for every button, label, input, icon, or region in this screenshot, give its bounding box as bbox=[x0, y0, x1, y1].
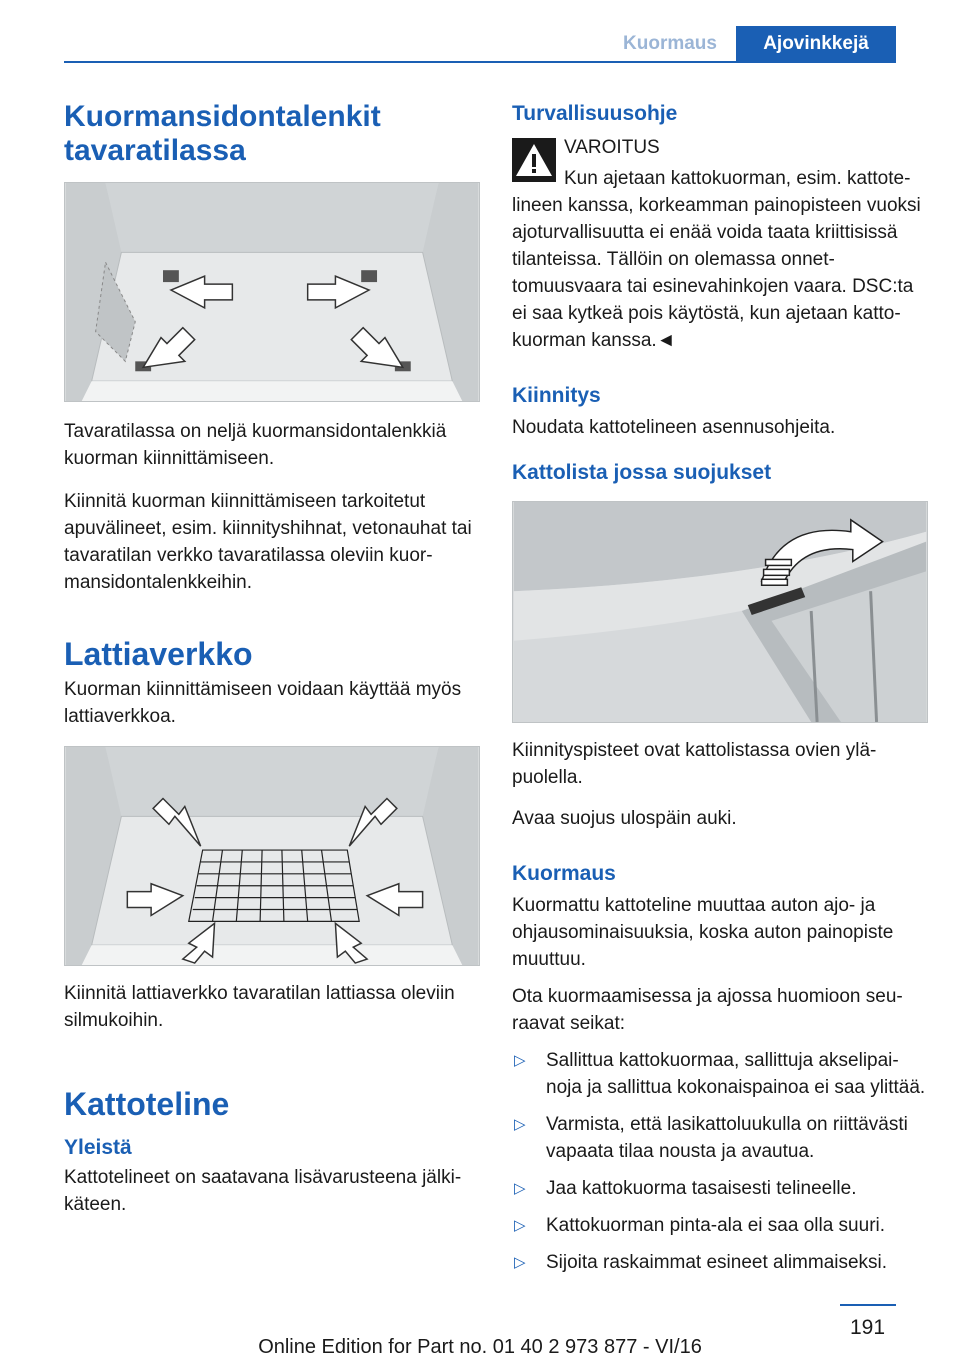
left-column bbox=[64, 100, 480, 1218]
page-header bbox=[0, 0, 960, 62]
triangle-bullet-icon: ▷ bbox=[514, 1254, 526, 1271]
paragraph-loading-notes: Ota kuormaamisessa ja ajossa huomioon seuraavat seikat: bbox=[512, 986, 903, 1034]
page-number: 191 bbox=[850, 1316, 886, 1339]
paragraph-loading-effect: Kuormattu kattoteline muuttaa auton ajo- ja ohjausominaisuuksia, koska auton painopiste muuttuu. bbox=[512, 895, 894, 970]
right-column bbox=[512, 100, 928, 1286]
heading-floor-net: Lattiaverkko bbox=[64, 636, 253, 672]
paragraph-rail-points: Kiinnityspisteet ovat kattolistassa ovien yläpuolella. bbox=[512, 740, 877, 788]
list-item bbox=[512, 1212, 928, 1239]
paragraph-roof-rack-general: Kattotelineet on saatavana lisävarusteena jälkikäteen. bbox=[64, 1167, 462, 1215]
subheading-general: Yleistä bbox=[64, 1136, 132, 1159]
warning-label: VAROITUS bbox=[564, 137, 660, 158]
figure-floor-net bbox=[64, 746, 480, 966]
triangle-bullet-icon: ▷ bbox=[514, 1116, 526, 1133]
heading-line-1: Kuormansidontalenkit bbox=[64, 100, 381, 133]
subheading-safety: Turvallisuusohje bbox=[512, 102, 678, 125]
subheading-roof-rail: Kattolista jossa suojukset bbox=[512, 461, 772, 484]
heading-tie-down-lugs bbox=[64, 100, 480, 168]
list-item bbox=[512, 1249, 928, 1276]
list-item-text: Sijoita raskaimmat esineet alimmaiseksi. bbox=[546, 1252, 888, 1273]
list-item bbox=[512, 1111, 928, 1165]
footer-edition: Online Edition for Part no. 01 40 2 973 877 - VI/16 bbox=[258, 1336, 702, 1358]
triangle-bullet-icon: ▷ bbox=[514, 1180, 526, 1197]
header-rule bbox=[64, 61, 896, 63]
list-item bbox=[512, 1175, 928, 1202]
paragraph-rail-open: Avaa suojus ulospäin auki. bbox=[512, 808, 737, 829]
heading-roof-rack: Kattoteline bbox=[64, 1086, 230, 1122]
figure-roof-rail-cover bbox=[512, 501, 928, 723]
paragraph-floor-net-attach: Kiinnitä lattiaverkko tavaratilan lattiassa oleviin silmukoihin. bbox=[64, 983, 455, 1031]
header-tab-section[interactable]: Kuormaus bbox=[623, 33, 717, 54]
footer-rule bbox=[840, 1304, 896, 1306]
warning-text: Kun ajetaan kattokuorman, esim. kattotelineen kanssa, korkeamman painopisteen vuoksi ajoturvallisuutta ei enää voida taata kriittisissä tilanteissa. Tällöin on olemassa onnettomuusvaara tai esinevahinkojen vaara. DSC:ta ei saa kytkeä pois käytöstä, kun ajetaan kattokuorman kanssa.◄ bbox=[512, 168, 921, 351]
header-tab-chapter[interactable]: Ajovinkkejä bbox=[736, 26, 896, 62]
paragraph-floor-net: Kuorman kiinnittämiseen voidaan käyttää myös lattiaverkkoa. bbox=[64, 679, 462, 727]
list-item bbox=[512, 1047, 928, 1101]
list-item-text: Jaa kattokuorma tasaisesti telineelle. bbox=[546, 1178, 857, 1199]
heading-line-2: tavaratilassa bbox=[64, 134, 246, 167]
warning-triangle-icon bbox=[512, 138, 556, 182]
subheading-loading: Kuormaus bbox=[512, 862, 616, 885]
subheading-mounting: Kiinnitys bbox=[512, 384, 601, 407]
paragraph-mounting: Noudata kattotelineen asennusohjeita. bbox=[512, 417, 836, 438]
figure-trunk-tie-down-lugs bbox=[64, 182, 480, 402]
paragraph-tie-down-usage: Kiinnitä kuorman kiinnittämiseen tarkoitetut apuvälineet, esim. kiinnityshihnat, vetonauhat tai tavaratilan verkko tavaratilassa oleviin kuormansidontalenkkeihin. bbox=[64, 491, 472, 593]
triangle-bullet-icon: ▷ bbox=[514, 1217, 526, 1234]
list-item-text: Varmista, että lasikattoluukulla on riittävästi vapaata tilaa nousta ja avautua. bbox=[546, 1114, 908, 1162]
paragraph-tie-down-intro: Tavaratilassa on neljä kuormansidontalenkkiä kuorman kiinnittämiseen. bbox=[64, 421, 447, 469]
triangle-bullet-icon: ▷ bbox=[514, 1052, 526, 1069]
loading-bullet-list bbox=[512, 1047, 928, 1276]
list-item-text: Kattokuorman pinta-ala ei saa olla suuri. bbox=[546, 1215, 886, 1236]
list-item-text: Sallittua kattokuormaa, sallittuja akselipainoja ja sallittua kokonaispainoa ei saa ylittää. bbox=[546, 1050, 926, 1098]
